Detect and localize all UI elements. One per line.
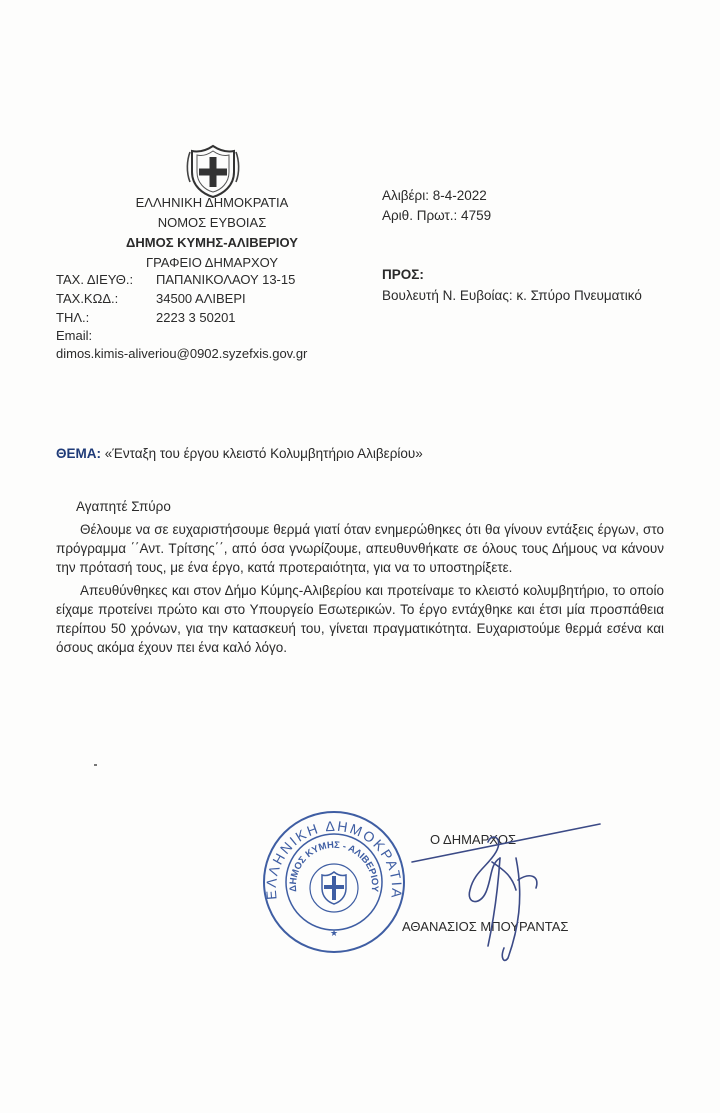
subject-label: ΘΕΜΑ: bbox=[56, 446, 101, 461]
coat-of-arms-icon bbox=[184, 142, 242, 200]
letter-body bbox=[56, 497, 664, 657]
handwritten-signature bbox=[400, 818, 610, 968]
email-label: Email: bbox=[56, 328, 93, 343]
stamp-outer-text: ΕΛΛΗΝΙΚΗ ΔΗΜΟΚΡΑΤΙΑ bbox=[262, 817, 406, 901]
to-label: ΠΡΟΣ: bbox=[382, 267, 424, 282]
stamp-star-icon: ★ bbox=[329, 928, 339, 938]
municipal-stamp bbox=[260, 808, 408, 956]
stamp-inner-text: ΔΗΜΟΣ ΚΥΜΗΣ - ΑΛΙΒΕΡΙΟΥ bbox=[287, 839, 381, 893]
phone-label: ΤΗΛ.: bbox=[56, 310, 90, 325]
signatory-name: ΑΘΑΝΑΣΙΟΣ ΜΠΟΥΡΑΝΤΑΣ bbox=[402, 919, 569, 934]
letterhead-office: ΓΡΑΦΕΙΟ ΔΗΜΑΡΧΟΥ bbox=[145, 255, 279, 270]
postcode-label: ΤΑΧ.ΚΩΔ.: bbox=[56, 291, 119, 306]
recipient: Βουλευτή Ν. Ευβοίας: κ. Σπύρο Πνευματικό bbox=[382, 288, 642, 303]
letterhead-municipality: ΔΗΜΟΣ ΚΥΜΗΣ-ΑΛΙΒΕΡΙΟΥ bbox=[126, 235, 298, 250]
postcode-value: 34500 ΑΛΙΒΕΡΙ bbox=[156, 291, 246, 306]
address-label: ΤΑΧ. ΔΙΕΥΘ.: bbox=[56, 272, 134, 287]
letterhead-country: ΕΛΛΗΝΙΚΗ ΔΗΜΟΚΡΑΤΙΑ bbox=[135, 195, 289, 210]
email-value: dimos.kimis-aliveriou@0902.syzefxis.gov.gr bbox=[56, 346, 308, 361]
protocol-number: Αριθ. Πρωτ.: 4759 bbox=[382, 208, 492, 223]
greeting: Αγαπητέ Σπύρο bbox=[76, 499, 171, 514]
letter-date: Αλιβέρι: 8-4-2022 bbox=[382, 188, 487, 203]
letterhead-prefecture: ΝΟΜΟΣ ΕΥΒΟΙΑΣ bbox=[157, 215, 267, 230]
subject-line bbox=[56, 446, 423, 461]
stamp-coat-of-arms-icon bbox=[322, 872, 346, 904]
subject-text: «Ένταξη του έργου κλειστό Κολυμβητήριο Αλιβερίου» bbox=[104, 446, 423, 461]
body-paragraph: Θέλουμε να σε ευχαριστήσουμε θερμά γιατί όταν ενημερώθηκες ότι θα γίνουν εντάξεις έργων, στο πρόγραμμα ΄΄Αντ. Τρίτσης΄΄, από όσα γνωρίζουμε, απευθυνθήκατε σε όλους τους Δήμους να κάνουν την πρότασή τους, με ένα έργο, κατά προτεραιότητα, για να το υποστηρίξετε. bbox=[56, 522, 664, 575]
address-value: ΠΑΠΑΝΙΚΟΛΑΟΥ 13-15 bbox=[156, 272, 296, 287]
speck bbox=[94, 764, 97, 766]
body-paragraph: Απευθύνθηκες και στον Δήμο Κύμης-Αλιβερίου και προτείναμε το κλειστό κολυμβητήριο, το οποίο είχαμε προτείνει πρώτο και στο Υπουργείο Εσωτερικών. Το έργο εντάχθηκε και έτσι μία προσπάθεια περίπου 50 χρόνων, για την κατασκευή του, γίνεται πραγματικότητα. Ευχαριστούμε θερμά εσένα και όσους ακόμα έχουν πει ένα καλό λόγο. bbox=[56, 583, 664, 655]
signatory-role: Ο ΔΗΜΑΡΧΟΣ bbox=[430, 832, 517, 847]
phone-value: 2223 3 50201 bbox=[156, 310, 236, 325]
